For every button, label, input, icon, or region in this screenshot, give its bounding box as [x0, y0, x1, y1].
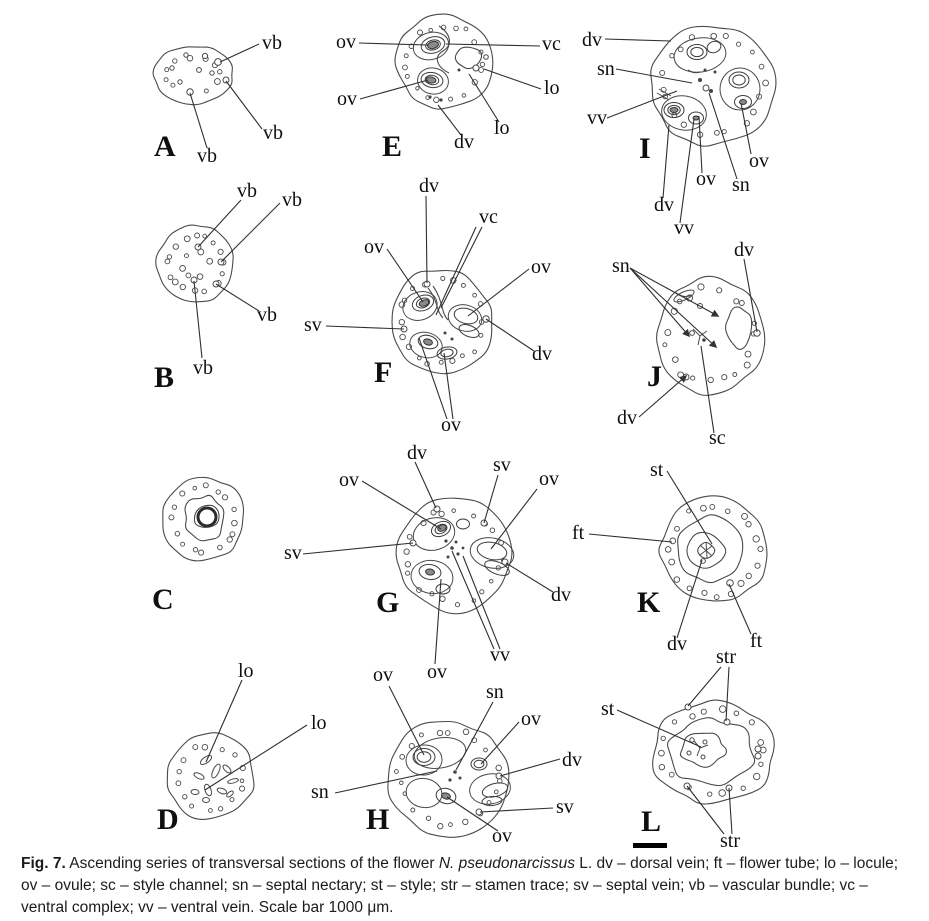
panel-I-label-ov: ov — [749, 150, 769, 172]
panel-I-label-dv: dv — [582, 29, 602, 51]
panel-I-drawing — [651, 26, 776, 146]
panel-L-label-st: st — [601, 698, 615, 720]
panel-H-label-ov: ov — [492, 825, 512, 847]
panel-K-label-st: st — [650, 459, 664, 481]
panel-K-drawing — [659, 496, 767, 601]
panel-F-drawing — [392, 271, 492, 374]
panel-A-label-vb: vb — [262, 32, 282, 54]
panel-E-label-lo: lo — [544, 77, 560, 99]
panel-A-leader-line — [220, 44, 259, 62]
panel-I-leader-line — [663, 125, 669, 198]
panel-B-leader-line — [198, 200, 241, 247]
panel-F-label-sv: sv — [304, 314, 322, 336]
panel-J-letter: J — [647, 360, 662, 393]
panel-I-annotations — [582, 29, 769, 239]
panel-L-leader-line — [729, 788, 732, 834]
panel-G-letter: G — [376, 586, 400, 619]
panel-E-leader-line — [359, 43, 428, 45]
panel-F-letter: F — [374, 356, 393, 389]
panel-G-drawing — [396, 498, 517, 614]
panel-H-leader-line — [481, 722, 519, 764]
panel-I-letter: I — [639, 132, 651, 165]
panel-K-letter: K — [637, 586, 661, 619]
panel-G-leader-line — [362, 481, 441, 529]
panel-H-leader-line — [335, 771, 437, 793]
panel-F-leader-line — [486, 319, 534, 351]
panel-G-label-ov: ov — [539, 468, 559, 490]
panel-G-leader-line — [435, 579, 441, 664]
panel-A-label-vb: vb — [263, 122, 283, 144]
panel-J-label-dv: dv — [734, 239, 754, 261]
panel-E-letter: E — [382, 130, 403, 163]
panel-G-leader-line — [491, 489, 537, 549]
panel-E-leader-line — [484, 69, 541, 89]
panel-H-leader-line — [500, 759, 560, 776]
panel-I-label-vv: vv — [587, 107, 607, 129]
panel-L-letter: L — [641, 805, 662, 838]
panel-E-label-ov: ov — [337, 88, 357, 110]
panel-L-leader-line — [617, 710, 701, 747]
panel-J-leader-line — [744, 259, 757, 332]
panel-I-label-dv: dv — [654, 194, 674, 216]
caption-species-name: N. pseudonarcissus — [438, 855, 575, 872]
panel-J-drawing — [657, 276, 765, 395]
panel-H-leader-line — [389, 686, 424, 755]
panel-E-label-lo: lo — [494, 117, 510, 139]
panel-F-label-vc: vc — [479, 206, 498, 228]
panel-K-label-ft: ft — [572, 522, 585, 544]
panel-D-annotations — [157, 660, 327, 836]
panel-G-label-vv: vv — [490, 644, 510, 666]
panel-G-label-ov: ov — [427, 661, 447, 683]
panel-F-label-ov: ov — [364, 236, 384, 258]
panel-A-leader-line — [190, 93, 207, 148]
panel-F-leader-line — [426, 196, 427, 283]
panel-L-label-str: str — [720, 830, 740, 852]
panel-I-leader-line — [680, 119, 694, 223]
panel-I-label-sn: sn — [732, 174, 750, 196]
panel-J-label-sc: sc — [709, 427, 726, 449]
panel-J-label-sn: sn — [612, 255, 630, 277]
panel-G-leader-line — [415, 462, 436, 508]
panel-H-label-dv: dv — [562, 749, 582, 771]
panel-L-label-str: str — [716, 646, 736, 668]
panel-L-drawing — [653, 700, 775, 804]
panel-F-leader-line — [468, 269, 529, 316]
panel-H-label-sn: sn — [486, 681, 504, 703]
panel-E-drawing — [395, 14, 493, 109]
panel-I-leader-line — [605, 39, 671, 41]
panel-I-leader-line — [616, 69, 692, 83]
panel-A-drawing — [153, 47, 232, 105]
panel-J-leader-line — [701, 346, 714, 433]
caption-text-before-species: Ascending series of transversal sections of the flower — [65, 855, 439, 872]
panel-B-label-vb: vb — [193, 357, 213, 379]
panel-L-annotations — [601, 646, 740, 852]
panel-K-leader-line — [729, 584, 751, 634]
scale-bar — [633, 843, 667, 848]
panel-H-drawing — [388, 721, 513, 837]
panel-G-label-dv: dv — [407, 442, 427, 464]
panel-D-label-lo: lo — [311, 712, 327, 734]
panel-H-label-ov: ov — [373, 664, 393, 686]
panel-H-letter: H — [366, 803, 390, 836]
panel-G-leader-line — [463, 556, 500, 649]
panel-G-annotations — [284, 442, 571, 683]
panel-F-label-dv: dv — [532, 343, 552, 365]
panel-H-label-sv: sv — [556, 796, 574, 818]
panel-H-label-sn: sn — [311, 781, 329, 803]
panel-E-label-ov: ov — [336, 31, 356, 53]
panel-B-leader-line — [194, 281, 202, 358]
panel-J-label-dv: dv — [617, 407, 637, 429]
panel-I-leader-line — [741, 103, 751, 154]
panel-B-label-vb: vb — [282, 189, 302, 211]
panel-F-leader-line — [387, 249, 423, 302]
panel-A-leader-line — [226, 81, 262, 129]
panel-E-label-dv: dv — [454, 131, 474, 153]
caption-abbreviation-list: L. dv – dorsal vein; ft – flower tube; lo – locule; ov – ovule; sc – style channel; sn – septal nectary; st – style; str – stamen trace; sv – septal vein; vb – vascular bundle; vc – ventral complex; vv – ventral vein. Scale bar 1000 μm. — [21, 855, 899, 916]
panel-B-leader-line — [216, 284, 259, 311]
panel-F-label-dv: dv — [419, 175, 439, 197]
panel-K-label-ft: ft — [750, 630, 763, 652]
panel-E-leader-line — [446, 44, 540, 46]
panel-K-leader-line — [589, 534, 672, 542]
panel-E-leader-line — [469, 74, 499, 122]
panel-B-label-vb: vb — [257, 304, 277, 326]
panel-H-label-ov: ov — [521, 708, 541, 730]
panel-K-label-dv: dv — [667, 633, 687, 655]
panel-G-label-sv: sv — [493, 454, 511, 476]
panel-D-letter: D — [157, 803, 179, 836]
panel-H-leader-line — [480, 808, 553, 812]
panel-I-label-vv: vv — [674, 217, 694, 239]
panel-E-annotations — [336, 31, 561, 163]
panel-F-label-ov: ov — [441, 414, 461, 436]
panel-B-letter: B — [154, 361, 175, 394]
panel-D-drawing — [167, 733, 254, 820]
panel-A-label-vb: vb — [197, 145, 217, 167]
panel-G-label-dv: dv — [551, 584, 571, 606]
panel-G-label-ov: ov — [339, 469, 359, 491]
panel-L-leader-line — [726, 667, 729, 721]
panel-B-annotations — [154, 180, 302, 394]
panel-K-annotations — [572, 459, 763, 655]
panel-I-leader-line — [709, 93, 737, 179]
panel-F-label-ov: ov — [531, 256, 551, 278]
panel-I-label-ov: ov — [696, 168, 716, 190]
caption-fig-label: Fig. 7. — [21, 855, 66, 872]
panel-D-label-lo: lo — [238, 660, 254, 682]
panel-H-leader-line — [456, 702, 493, 770]
panel-C-letter: C — [152, 583, 174, 616]
panel-D-leader-line — [205, 725, 307, 790]
figure-caption — [21, 853, 909, 919]
panel-H-annotations — [311, 664, 582, 847]
panel-L-leader-line — [687, 786, 724, 834]
panel-G-leader-line — [506, 563, 553, 592]
panel-C-annotations — [152, 583, 174, 616]
panel-E-label-vc: vc — [542, 33, 561, 55]
panel-I-label-sn: sn — [597, 58, 615, 80]
panel-G-label-sv: sv — [284, 542, 302, 564]
panel-C-drawing — [163, 477, 244, 561]
panel-B-label-vb: vb — [237, 180, 257, 202]
panel-J-annotations — [612, 239, 757, 449]
panel-A-letter: A — [154, 130, 176, 163]
